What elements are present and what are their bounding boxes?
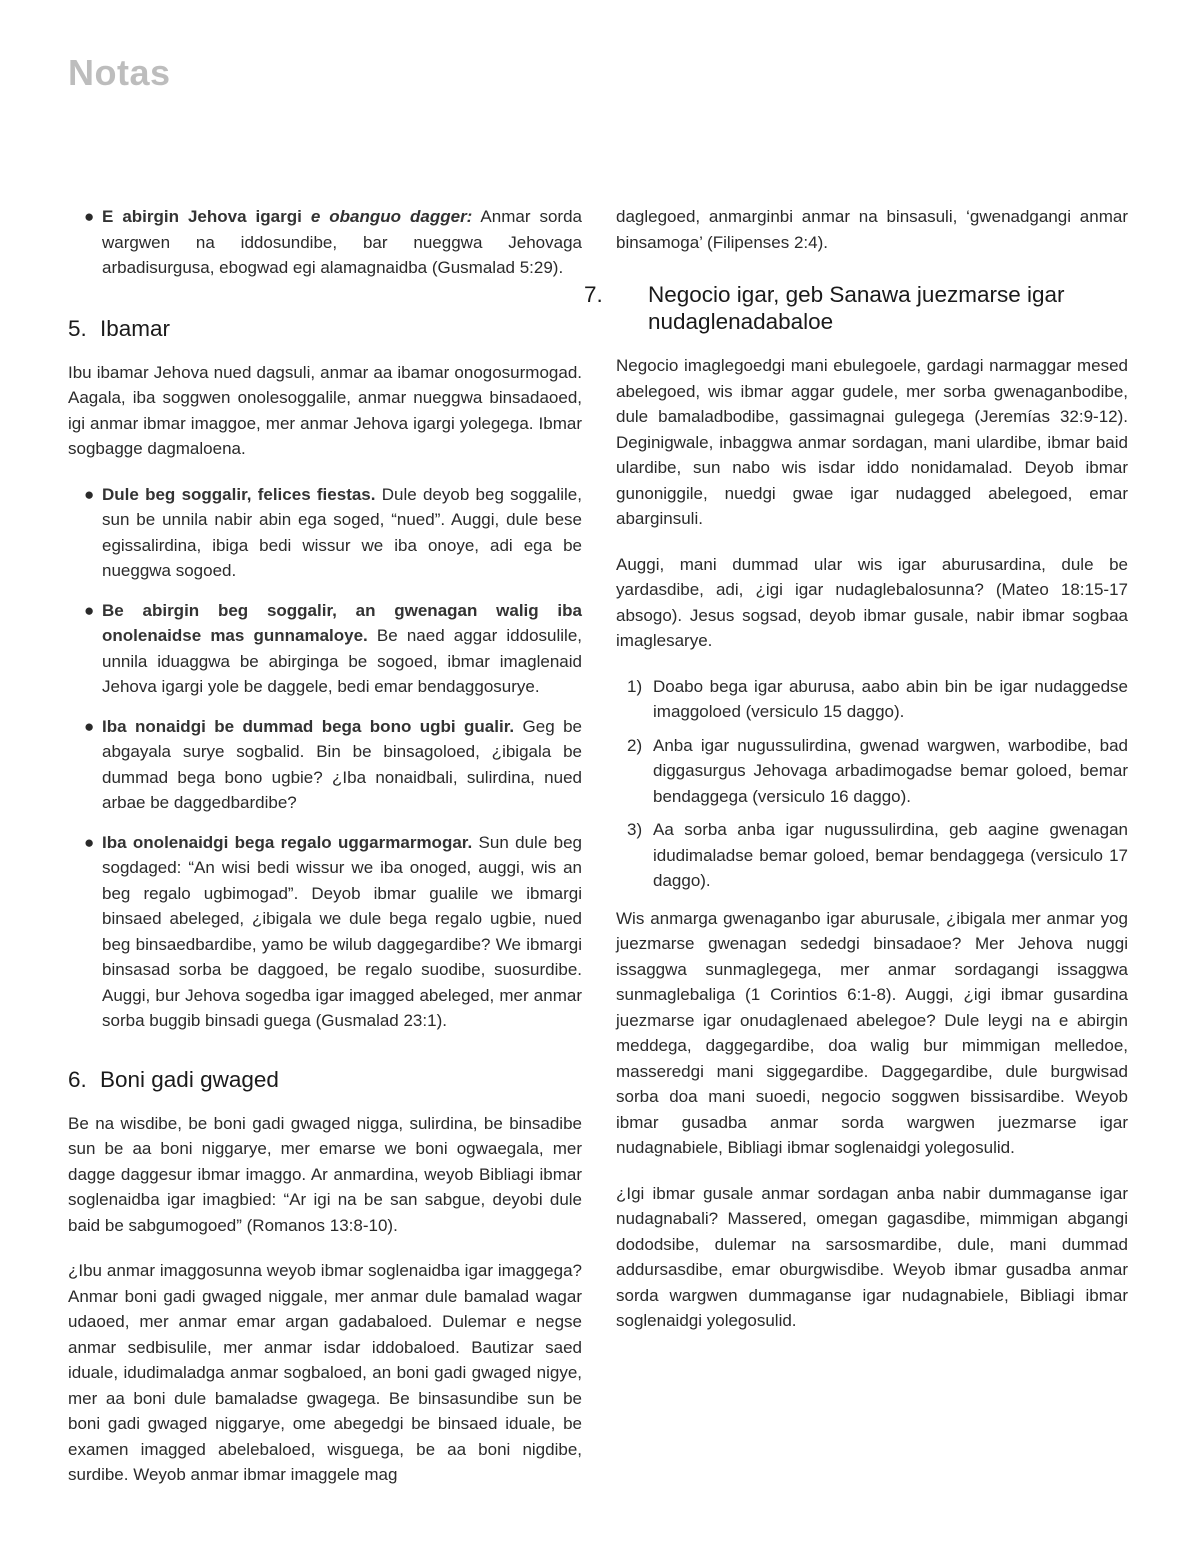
list-item — [68, 482, 582, 584]
bullet-lead: Dule beg soggalir, felices fiestas. — [102, 484, 376, 504]
list-item — [616, 817, 1128, 894]
paragraph: daglegoed, anmarginbi anmar na binsasuli, ‘gwenadgangi anmar binsamoga’ (Filipenses 2:4). — [616, 207, 1128, 252]
section-heading-7: 7. Negocio igar, geb Sanawa juezmarse igar nudaglenadabaloe — [584, 282, 1065, 334]
list-item — [68, 830, 582, 1034]
bullet-text: Geg be abgayala surye sogbalid. Bin be binsagoloed, ¿ibigala be dummad bega bono ugbie? ¿Iba nonaidbali, sulirdina, nued arbae be daggedbardibe? — [102, 716, 583, 812]
bullet-text: Dule deyob beg soggalile, sun be unnila nabir abin ega soged, “nued”. Auggi, dule bese egissalirdina, ibiga bedi wissur we iba onoye, adi ega be nueggwa sogoed. — [102, 484, 582, 580]
paragraph: ¿Igi ibmar gusale anmar sordagan anba nabir dummaganse igar nudagnabali? Massered, omegan gagasdibe, mimmigan abgangi dododsibe, dulemar na sarsosmardibe, dule, mani dummad addursasdibe, emar oburgwisdibe. Weyob ibmar gusadba anmar sorda wargwen dummaganse igar nudagnabiele, Bibliagi ibmar soglenaidgi yolegosulid. — [616, 1183, 1128, 1330]
section-heading-5: 5. Ibamar — [68, 315, 171, 341]
step-text: Aa sorba anba igar nugussulirdina, geb aagine gwenagan idudimaladse bemar goloed, bemar bendaggega (versiculo 17 daggo). — [653, 820, 1128, 890]
bullet-icon: ● — [84, 484, 95, 504]
list-item — [68, 714, 582, 816]
intro-bullet-list — [68, 204, 582, 281]
left-column — [68, 204, 582, 1508]
bullet-lead: Be abirgin beg soggalir, an gwenagan walig iba onolenaidse mas gunnamaloye. — [102, 600, 582, 645]
paragraph: Negocio imaglegoedgi mani ebulegoele, gardagi narmaggar mesed abelegoed, wis ibmar aggar gudele, mer sorba gwenaganbodibe, dule bamaladbodibe, gassimagnai gulegega (Jeremías 32:9-12). Deginigwale, inbaggwa anmar sordagan, mani ulardibe, ibmar baid ulardibe, sun nabo wis isdar iddo nonidamalad. Deyob ibmar gunoniggile, nuedgi gwae igar nudagged abelegoed, emar abarginsuli. — [616, 356, 1128, 528]
step-number: 3) — [627, 820, 643, 839]
right-column — [584, 204, 1128, 1354]
bullet-icon: ● — [84, 716, 95, 736]
bullet-lead: Iba onolenaidgi bega regalo uggarmarmogar. — [102, 832, 473, 852]
steps-list — [616, 674, 1128, 894]
paragraph: ¿Ibu anmar imaggosunna weyob ibmar soglenaidba igar imaggega? Anmar boni gadi gwaged niggale, mer anmar dule bamalad wagar udaoed, mer anmar emar argan gadabaloed. Dulemar e negse anmar sedbisulile, mer anmar isdar iddobaloed. Bautizar saed iduale, idudimaladga anmar sogbaloed, an boni gadi gwaged nigye, mer aa boni dule bamaladse gwagega. Be binsasundibe sun be boni gadi gwaged niggarye, ome abegedgi be binsaed iduale, be examen imagged abelebaloed, wisguega, be aa boni nigdibe, surdibe. Weyob anmar ibmar imaggele mag — [68, 1261, 582, 1484]
bullet-icon: ● — [84, 600, 95, 620]
paragraph: Ibu ibamar Jehova nued dagsuli, anmar aa ibamar onogosurmogad. Aagala, iba soggwen onolesoggalile, anmar nueggwa binsadaoed, igi anmar ibmar imaggoe, mer anmar Jehova igargi yolegega. Ibmar sogbagge dagmaloena. — [68, 362, 582, 458]
list-item — [616, 733, 1128, 810]
list-item — [68, 204, 582, 281]
bullet-icon: ● — [84, 207, 95, 226]
bullet-icon: ● — [84, 832, 95, 852]
bullet-text: Be naed aggar iddosulile, unnila iduaggwa be abirginga be sogoed, ibmar imaglenaid Jehova igargi yole be daggele, bedi emar bendaggosurye. — [102, 626, 582, 696]
step-number: 2) — [627, 735, 643, 755]
paragraph: Wis anmarga gwenaganbo igar aburusale, ¿ibigala mer anmar yog juezmarse gwenagan sededgi binsadaoe? Mer Jehova nuggi issaggwa sunmaglegega, mer anmar sordagangi issaggwa sunmaglebaliga (1 Corintios 6:1-8). Auggi, ¿igi ibmar gusardina juezmarse igar onudaglenaed abelegoe? Dule leygi na e abirgin meddega, daggegardibe, doa walig bur mimmigan melledoe, masseredgi mani siggegardibe. Daggegardibe, dule burgwisad sorba doa mani suoedi, negocio soggwen bissisardibe. Weyob ibmar gusadba anmar sorda wargwen juezmarse igar nudagnabiele, Bibliagi ibmar soglenaidgi yolegosulid. — [616, 908, 1128, 1157]
list-item — [616, 674, 1128, 725]
bullet-lead: Iba nonaidgi be dummad bega bono ugbi gualir. — [102, 716, 515, 736]
page-title: Notas — [68, 52, 171, 93]
step-text: Doabo bega igar aburusa, aabo abin bin be igar nudaggedse imaggoloed (versiculo 15 daggo). — [653, 676, 1128, 721]
step-text: Anba igar nugussulirdina, gwenad wargwen, warbodibe, bad diggasurgus Jehovaga arbadimogadse bemar goloed, bemar bendaggega (versiculo 16 daggo). — [653, 735, 1128, 806]
section-heading-6: 6. Boni gadi gwaged — [68, 1066, 279, 1092]
bullet-lead-italic: e obanguo dagger: — [310, 207, 473, 226]
bullet-text: Anmar sorda wargwen na iddosundibe, bar nueggwa Jehovaga arbadisurgusa, ebogwad egi alamagnaidba (Gusmalad 5:29). — [102, 207, 582, 277]
section5-bullet-list — [68, 482, 582, 1034]
bullet-text: Sun dule beg sogdaged: “An wisi bedi wissur we iba onoged, auggi, wis an beg regalo ugbimogad”. Deyob ibmar gualile we ibmargi binsaed abeleged, ¿ibigala we dule bega regalo ugbie, nued beg binsaedbardibe, yamo be wilub daggegardibe? We ibmargi binsasad sorba be daggoed, be regalo suodibe, suosurdibe. Auggi, bur Jehova sogedba igar imagged abeleged, mer anmar sorba buggib binsadi guega (Gusmalad 23:1). — [102, 832, 582, 1030]
step-number: 1) — [627, 676, 643, 696]
list-item — [68, 598, 582, 700]
paragraph: Be na wisdibe, be boni gadi gwaged nigga, sulirdina, be binsadibe sun be aa boni niggarye, mer emarse we boni ogwaegala, mer dagge daggesur ibmar imaggo. Ar anmardina, weyob Bibliagi ibmar soglenaidba igar imagbied: “Ar igi na be san sabgue, deyobi dule baid be sabgumogoed” (Romanos 13:8-10). — [68, 1113, 582, 1235]
paragraph: Auggi, mani dummad ular wis igar aburusardina, dule be yardasdibe, adi, ¿igi igar nudaglebalosunna? (Mateo 18:15-17 absogo). Jesus sogsad, deyob ibmar gusale, nabir ibmar sogbaa imaglesarye. — [616, 554, 1128, 650]
bullet-lead: E abirgin Jehova igargi — [102, 207, 302, 226]
